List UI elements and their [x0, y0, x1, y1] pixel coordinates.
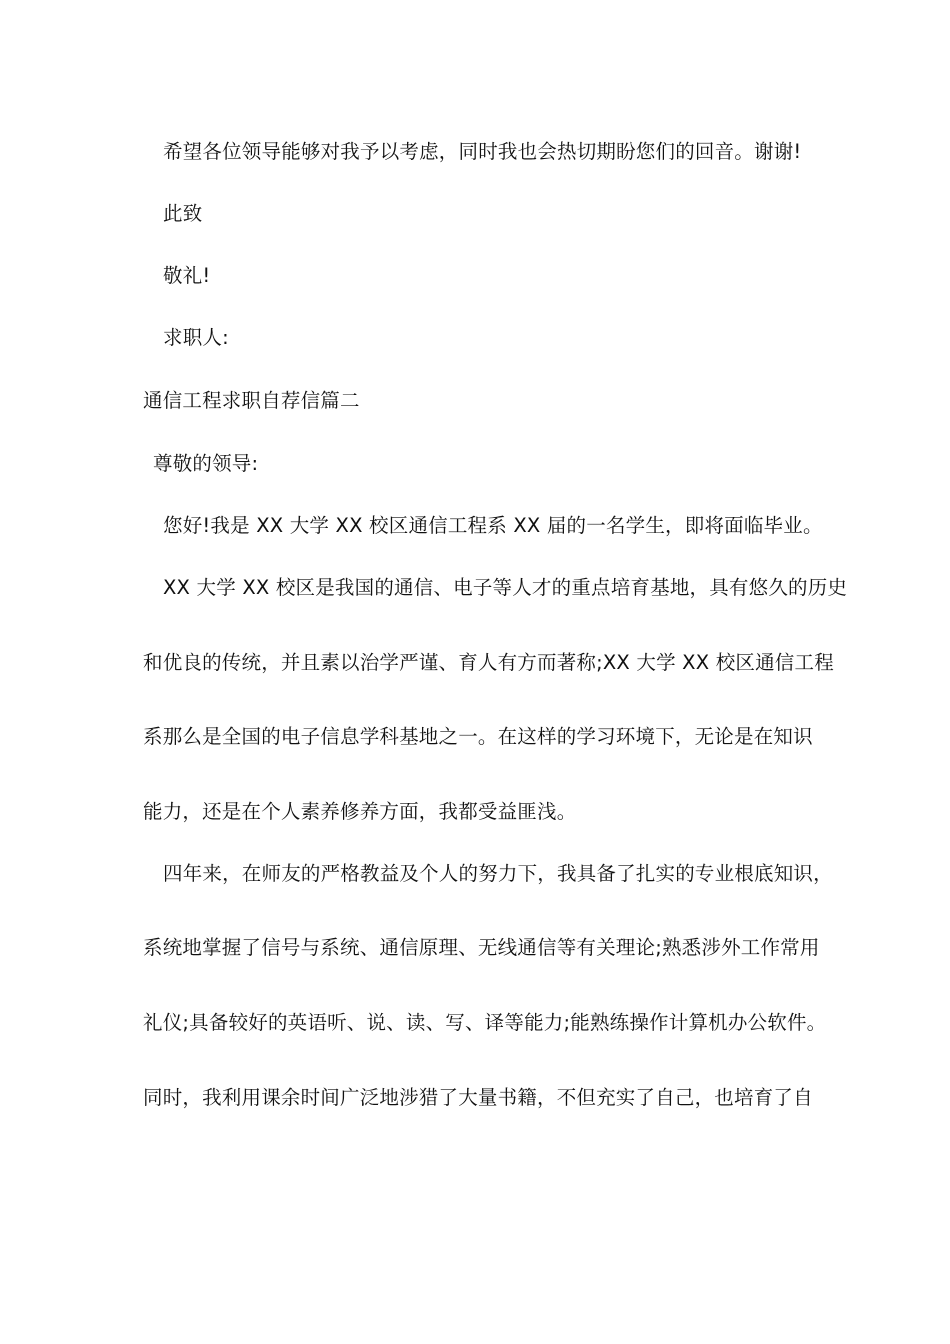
paragraph-skills-line-1: 四年来，在师友的严格教益及个人的努力下，我具备了扎实的专业根底知识，	[163, 862, 833, 885]
paragraph-skills-line-2: 系统地掌握了信号与系统、通信原理、无线通信等有关理论;熟悉涉外工作常用	[143, 936, 820, 959]
paragraph-school-line-3: 系那么是全国的电子信息学科基地之一。在这样的学习环境下，无论是在知识	[143, 725, 813, 748]
closing-jingli: 敬礼!	[163, 264, 211, 287]
paragraph-school-line-2: 和优良的传统，并且素以治学严谨、育人有方而著称;XX 大学 XX 校区通信工程	[143, 651, 834, 674]
closing-hope-line: 希望各位领导能够对我予以考虑，同时我也会热切期盼您们的回音。谢谢!	[163, 140, 802, 163]
paragraph-skills-line-3: 礼仪;具备较好的英语听、说、读、写、译等能力;能熟练操作计算机办公软件。	[143, 1011, 827, 1034]
closing-cizhi: 此致	[163, 202, 203, 225]
salutation: 尊敬的领导:	[153, 452, 259, 475]
paragraph-greeting: 您好!我是 XX 大学 XX 校区通信工程系 XX 届的一名学生，即将面临毕业。	[163, 514, 823, 537]
paragraph-skills-line-4: 同时，我利用课余时间广泛地涉猎了大量书籍，不但充实了自己，也培育了自	[143, 1086, 813, 1109]
paragraph-school-line-4: 能力，还是在个人素养修养方面，我都受益匪浅。	[143, 800, 577, 823]
applicant-label: 求职人:	[163, 326, 229, 349]
paragraph-school-line-1: XX 大学 XX 校区是我国的通信、电子等人才的重点培育基地，具有悠久的历史	[163, 576, 848, 599]
section-title: 通信工程求职自荐信篇二	[143, 389, 360, 412]
